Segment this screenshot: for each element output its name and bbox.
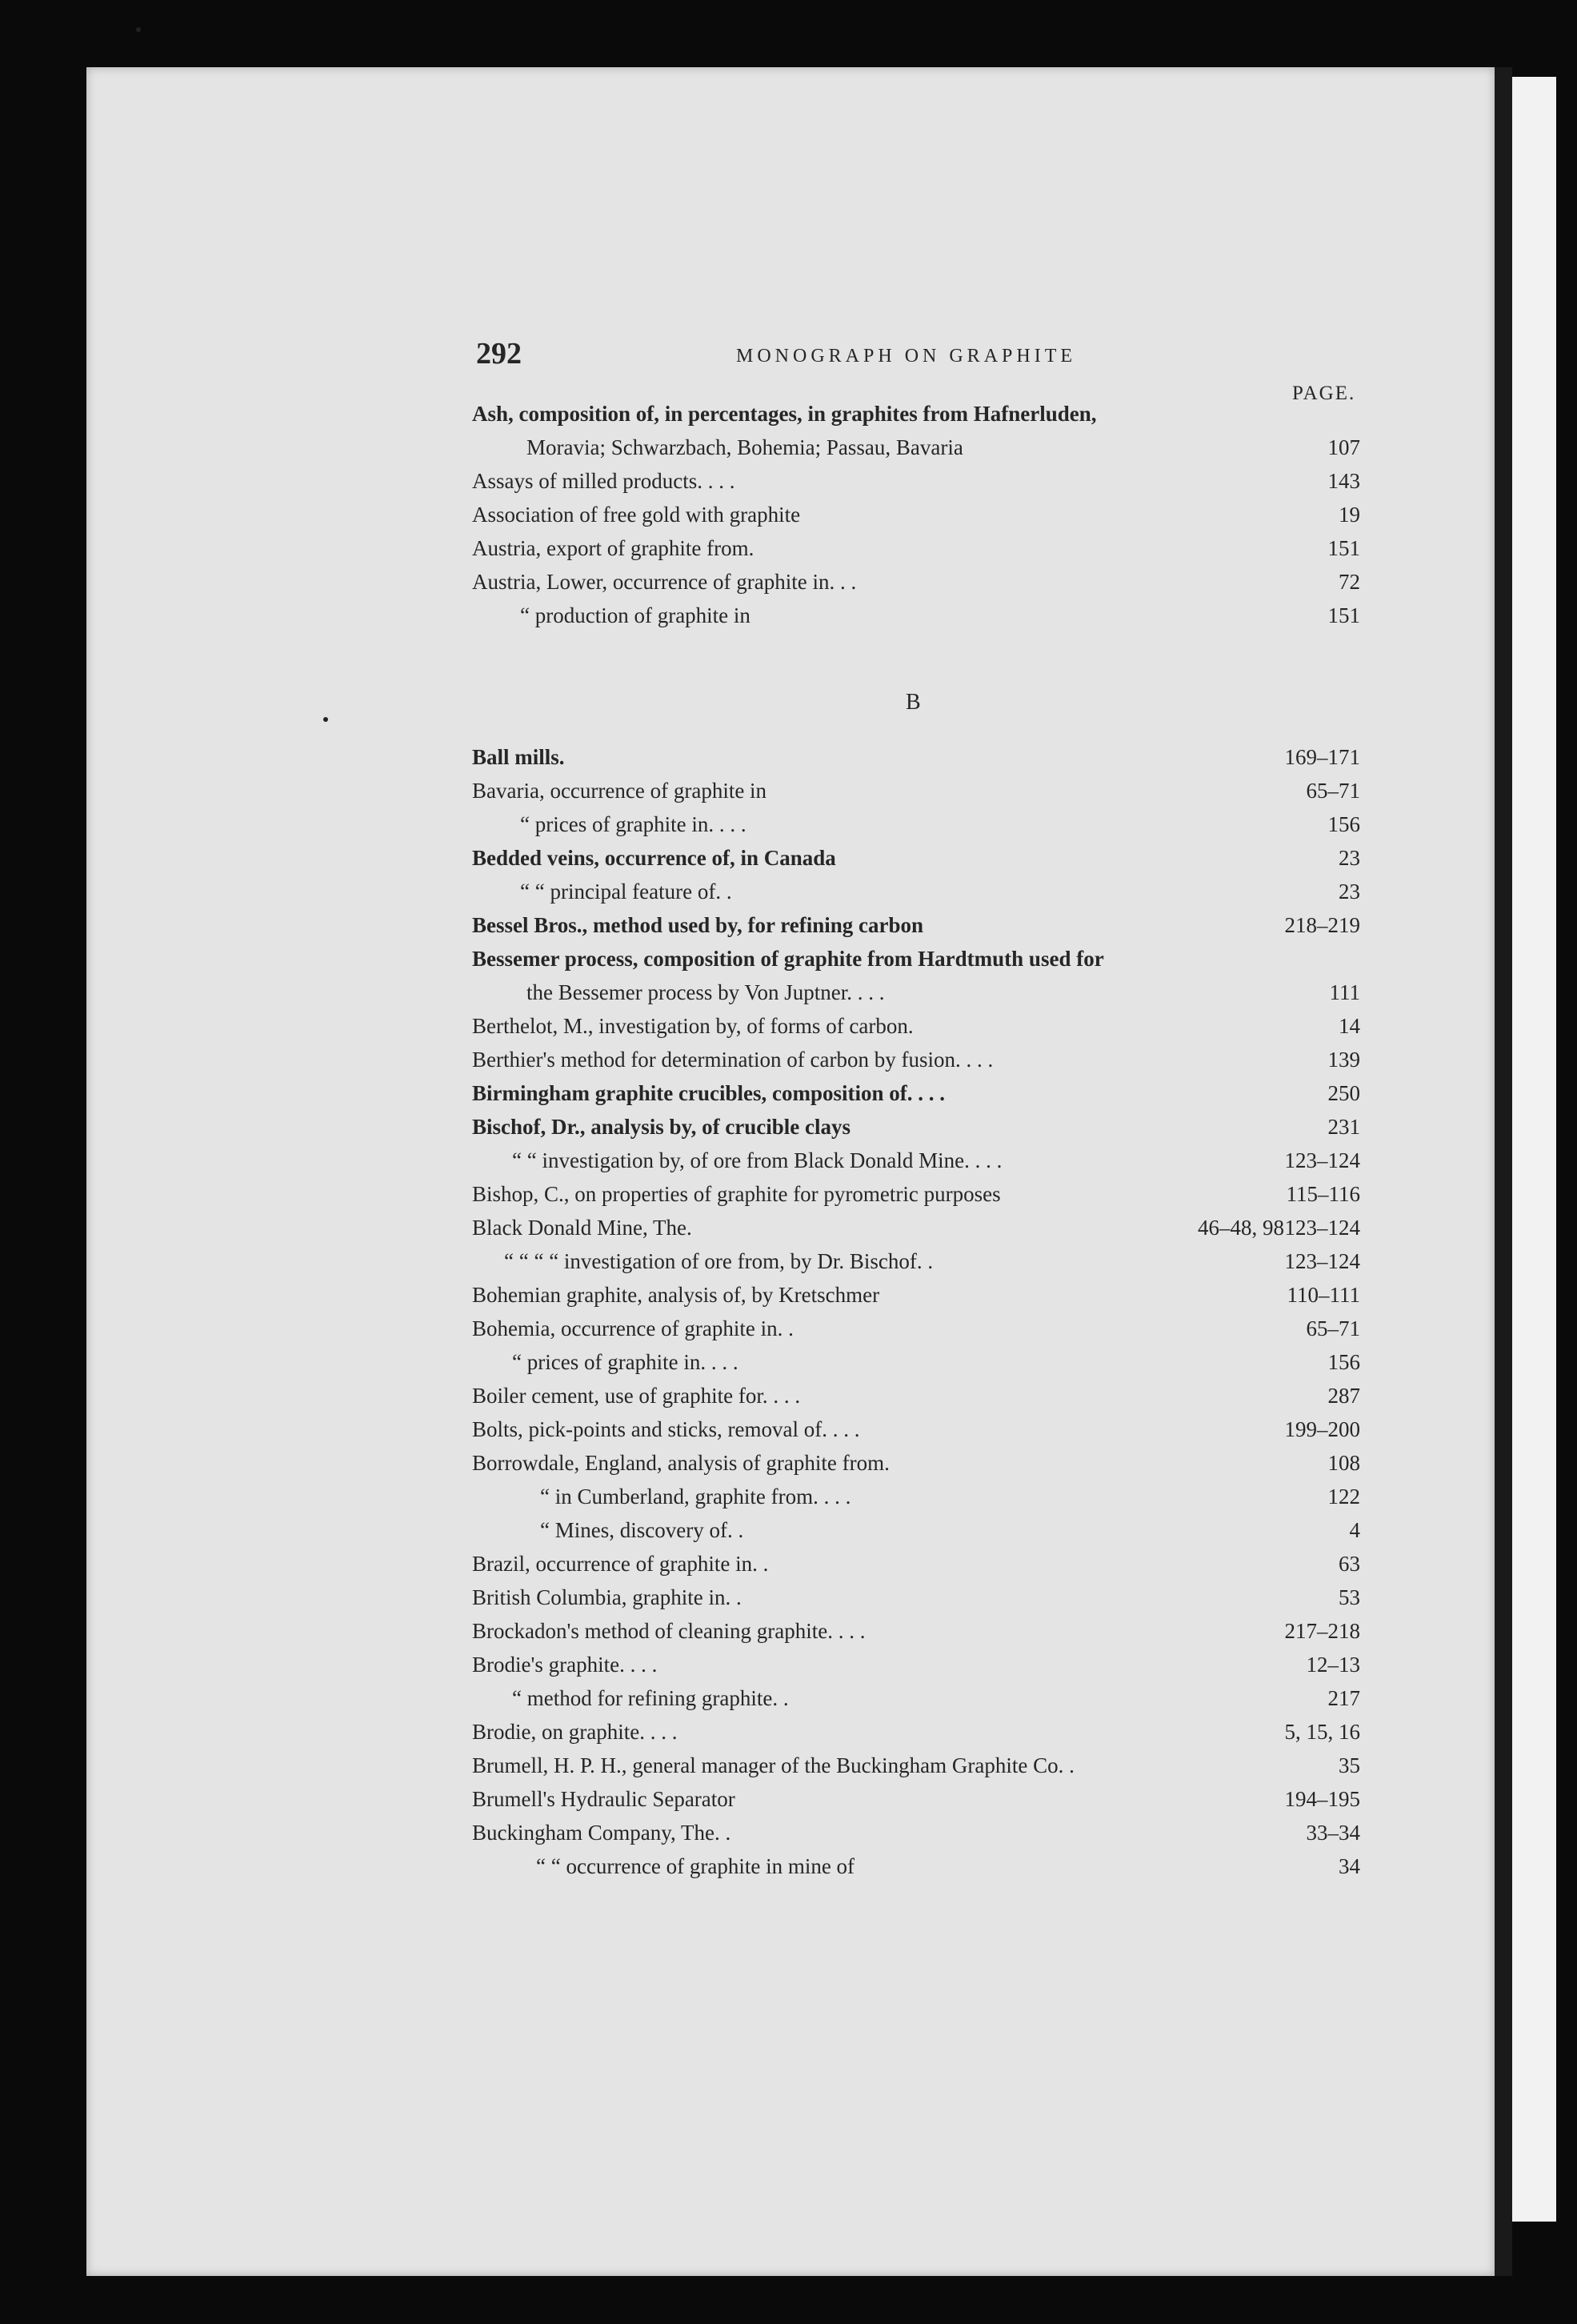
index-entry — [472, 1446, 1360, 1480]
entry-text: British Columbia, graphite in. . — [472, 1585, 742, 1609]
dot-leader — [743, 1782, 1274, 1816]
entry-page-ref: 115–116 — [1286, 1182, 1360, 1206]
dot-leader — [685, 1715, 1273, 1749]
entry-text: “ Mines, discovery of. . — [540, 1518, 744, 1542]
entry-page-ref: 63 — [1339, 1552, 1360, 1576]
index-entry — [472, 1581, 1360, 1614]
index-entry — [472, 1412, 1360, 1446]
entry-page-ref: 23 — [1339, 846, 1360, 870]
entry-page-ref: 218–219 — [1284, 913, 1360, 937]
entry-page-ref: 231 — [1327, 1115, 1360, 1139]
dot-leader — [1009, 1177, 1275, 1211]
entry-text: Moravia; Schwarzbach, Bohemia; Passau, Bavaria — [526, 435, 963, 459]
index-entry — [472, 1278, 1360, 1312]
adjacent-page-strip — [1512, 77, 1556, 2222]
entry-page-ref: 287 — [1327, 1384, 1360, 1408]
index-entry — [472, 1211, 1360, 1244]
entry-text: Bishop, C., on properties of graphite for pyrometric purposes — [472, 1182, 1001, 1206]
entry-page-ref: 108 — [1327, 1451, 1360, 1475]
entry-text: Boiler cement, use of graphite for. . . . — [472, 1384, 801, 1408]
index-entry — [472, 807, 1360, 841]
entry-page-ref: 23 — [1339, 880, 1360, 904]
entry-page-ref: 123–124 — [1284, 1249, 1360, 1273]
entry-text: “ “ investigation by, of ore from Black Donald Mine. . . . — [512, 1148, 1003, 1172]
index-entry — [472, 976, 1360, 1009]
dot-leader — [776, 1547, 1327, 1581]
entry-page-ref: 5, 15, 16 — [1284, 1720, 1360, 1744]
entry-page-ref: 194–195 — [1284, 1787, 1360, 1811]
index-entry — [472, 1110, 1360, 1144]
dot-leader — [750, 1581, 1327, 1614]
dot-leader — [922, 1009, 1327, 1043]
entry-text: Brumell's Hydraulic Separator — [472, 1787, 735, 1811]
entry-text: Bedded veins, occurrence of, in Canada — [472, 846, 836, 870]
dot-leader — [700, 1211, 1187, 1244]
entry-text: Berthier's method for determination of carbon by fusion. . . . — [472, 1048, 994, 1072]
page-column-heading: PAGE. — [1292, 383, 1356, 404]
entry-page-ref: 107 — [1327, 435, 1360, 459]
section-letter-heading: B — [906, 690, 921, 715]
entry-text: “ in Cumberland, graphite from. . . . — [540, 1485, 851, 1509]
entry-text: Black Donald Mine, The. — [472, 1216, 692, 1240]
index-entry — [472, 841, 1360, 875]
index-entry — [472, 1345, 1360, 1379]
entry-text: Bohemian graphite, analysis of, by Kretschmer — [472, 1283, 880, 1307]
page-number: 292 — [476, 337, 522, 371]
dot-leader — [762, 531, 1316, 565]
dot-leader — [774, 774, 1295, 807]
entry-text: Assays of milled products. . . . — [472, 469, 735, 493]
entry-page-ref: 65–71 — [1306, 1316, 1360, 1340]
entry-text: Austria, export of graphite from. — [472, 536, 754, 560]
entry-text: Bavaria, occurrence of graphite in — [472, 779, 767, 803]
dot-leader — [887, 1278, 1275, 1312]
scan-speck — [323, 717, 328, 722]
index-section-b — [472, 740, 1360, 1883]
entry-text: “ “ occurrence of graphite in mine of — [536, 1854, 855, 1878]
entry-text: “ prices of graphite in. . . . — [520, 812, 746, 836]
entry-text: Brumell, H. P. H., general manager of the Buckingham Graphite Co. . — [472, 1753, 1075, 1777]
index-entry — [472, 464, 1360, 498]
entry-page-ref: 250 — [1327, 1081, 1360, 1105]
index-entry — [472, 1816, 1360, 1849]
index-entry — [472, 1312, 1360, 1345]
entry-page-ref: 35 — [1339, 1753, 1360, 1777]
entry-text: Brodie, on graphite. . . . — [472, 1720, 678, 1744]
dot-leader — [859, 1480, 1316, 1513]
entry-page-ref: 34 — [1339, 1854, 1360, 1878]
dot-leader — [740, 875, 1327, 908]
entry-text: Bolts, pick-points and sticks, removal of. . . . — [472, 1417, 860, 1441]
dot-leader — [873, 1614, 1273, 1648]
index-entry — [472, 1749, 1360, 1782]
entry-text: “ prices of graphite in. . . . — [512, 1350, 738, 1374]
entry-page-ref: 33–34 — [1306, 1821, 1360, 1845]
entry-text: Bischof, Dr., analysis by, of crucible clays — [472, 1115, 851, 1139]
dot-leader — [892, 976, 1318, 1009]
entry-page-ref: 156 — [1327, 1350, 1360, 1374]
dot-leader — [758, 599, 1317, 632]
entry-page-ref: 14 — [1339, 1014, 1360, 1038]
index-entry — [472, 531, 1360, 565]
running-title: MONOGRAPH ON GRAPHITE — [736, 346, 1077, 367]
entry-text: Buckingham Company, The. . — [472, 1821, 731, 1845]
entry-page-ref: 122 — [1327, 1485, 1360, 1509]
entry-secondary-page-ref: 46–48, 98 — [1198, 1216, 1284, 1240]
entry-text: Bessemer process, composition of graphite from Hardtmuth used for — [472, 947, 1104, 971]
dot-leader — [941, 1244, 1273, 1278]
index-entry — [472, 1144, 1360, 1177]
entry-page-ref: 53 — [1339, 1585, 1360, 1609]
entry-text: the Bessemer process by Von Juptner. . . . — [526, 980, 885, 1004]
index-entry — [472, 397, 1360, 431]
dot-leader — [971, 431, 1317, 464]
entry-text: Brockadon's method of cleaning graphite. . . . — [472, 1619, 866, 1643]
entry-page-ref: 19 — [1339, 503, 1360, 527]
entry-text: Berthelot, M., investigation by, of forms of carbon. — [472, 1014, 914, 1038]
entry-page-ref: 217 — [1327, 1686, 1360, 1710]
dot-leader — [754, 807, 1317, 841]
dot-leader — [573, 740, 1274, 774]
entry-text: Association of free gold with graphite — [472, 503, 801, 527]
dot-leader — [931, 908, 1273, 942]
index-entry — [472, 1379, 1360, 1412]
index-entry — [472, 1547, 1360, 1581]
dot-leader — [844, 841, 1327, 875]
entry-page-ref: 169–171 — [1284, 745, 1360, 769]
entry-text: Birmingham graphite crucibles, composition of. . . . — [472, 1081, 945, 1105]
index-entry — [472, 1076, 1360, 1110]
index-entry — [472, 1715, 1360, 1749]
entry-page-ref: 151 — [1327, 536, 1360, 560]
dot-leader — [797, 1681, 1317, 1715]
dot-leader — [859, 1110, 1316, 1144]
entry-page-ref: 72 — [1339, 570, 1360, 594]
index-entry — [472, 774, 1360, 807]
scan-speck — [136, 27, 141, 32]
index-entry — [472, 1782, 1360, 1816]
page-edge-shadow — [1495, 67, 1512, 2276]
dot-leader — [742, 464, 1316, 498]
index-entry — [472, 1009, 1360, 1043]
index-entry — [472, 1480, 1360, 1513]
entry-page-ref: 123–124 — [1284, 1148, 1360, 1172]
entry-page-ref: 65–71 — [1306, 779, 1360, 803]
dot-leader — [808, 498, 1327, 531]
index-entry — [472, 1849, 1360, 1883]
dot-leader — [898, 1446, 1317, 1480]
entry-page-ref: 143 — [1327, 469, 1360, 493]
index-entry — [472, 1244, 1360, 1278]
index-entry — [472, 1648, 1360, 1681]
index-section-a — [472, 397, 1360, 632]
dot-leader — [802, 1312, 1295, 1345]
index-entry — [472, 565, 1360, 599]
entry-text: “ method for refining graphite. . — [512, 1686, 789, 1710]
index-entry — [472, 1513, 1360, 1547]
entry-text: Ball mills. — [472, 745, 565, 769]
entry-text: “ production of graphite in — [520, 603, 750, 627]
dot-leader — [867, 1412, 1273, 1446]
dot-leader — [863, 1849, 1327, 1883]
dot-leader — [665, 1648, 1295, 1681]
dot-leader — [808, 1379, 1316, 1412]
entry-text: Bohemia, occurrence of graphite in. . — [472, 1316, 794, 1340]
index-entry — [472, 942, 1360, 976]
entry-text: “ “ principal feature of. . — [520, 880, 732, 904]
index-entry — [472, 908, 1360, 942]
index-entry — [472, 498, 1360, 531]
index-entry — [472, 740, 1360, 774]
dot-leader — [1001, 1043, 1316, 1076]
entry-page-ref: 110–111 — [1287, 1283, 1360, 1307]
index-entry — [472, 431, 1360, 464]
dot-leader — [1010, 1144, 1273, 1177]
index-entry — [472, 1177, 1360, 1211]
entry-page-ref: 111 — [1329, 980, 1360, 1004]
entry-page-ref: 151 — [1327, 603, 1360, 627]
dot-leader — [1083, 1749, 1327, 1782]
dot-leader — [864, 565, 1327, 599]
entry-text: Borrowdale, England, analysis of graphite from. — [472, 1451, 890, 1475]
page-header — [476, 336, 1356, 404]
dot-leader — [738, 1816, 1295, 1849]
entry-text: Brodie's graphite. . . . — [472, 1653, 658, 1677]
index-entry — [472, 875, 1360, 908]
index-entry — [472, 1614, 1360, 1648]
index-entry — [472, 599, 1360, 632]
entry-text: Brazil, occurrence of graphite in. . — [472, 1552, 769, 1576]
dot-leader — [751, 1513, 1338, 1547]
entry-page-ref: 199–200 — [1284, 1417, 1360, 1441]
entry-text: “ “ “ “ investigation of ore from, by Dr. Bischof. . — [504, 1249, 934, 1273]
index-entry — [472, 1681, 1360, 1715]
entry-page-ref: 217–218 — [1284, 1619, 1360, 1643]
entry-text: Austria, Lower, occurrence of graphite in. . . — [472, 570, 857, 594]
entry-page-ref: 12–13 — [1306, 1653, 1360, 1677]
entry-page-ref: 139 — [1327, 1048, 1360, 1072]
dot-leader — [953, 1076, 1317, 1110]
dot-leader — [746, 1345, 1317, 1379]
entry-page-ref: 123–124 — [1284, 1216, 1360, 1240]
index-entry — [472, 1043, 1360, 1076]
entry-page-ref: 156 — [1327, 812, 1360, 836]
entry-text: Bessel Bros., method used by, for refining carbon — [472, 913, 924, 937]
entry-page-ref: 4 — [1349, 1518, 1360, 1542]
entry-text: Ash, composition of, in percentages, in graphites from Hafnerluden, — [472, 402, 1097, 426]
